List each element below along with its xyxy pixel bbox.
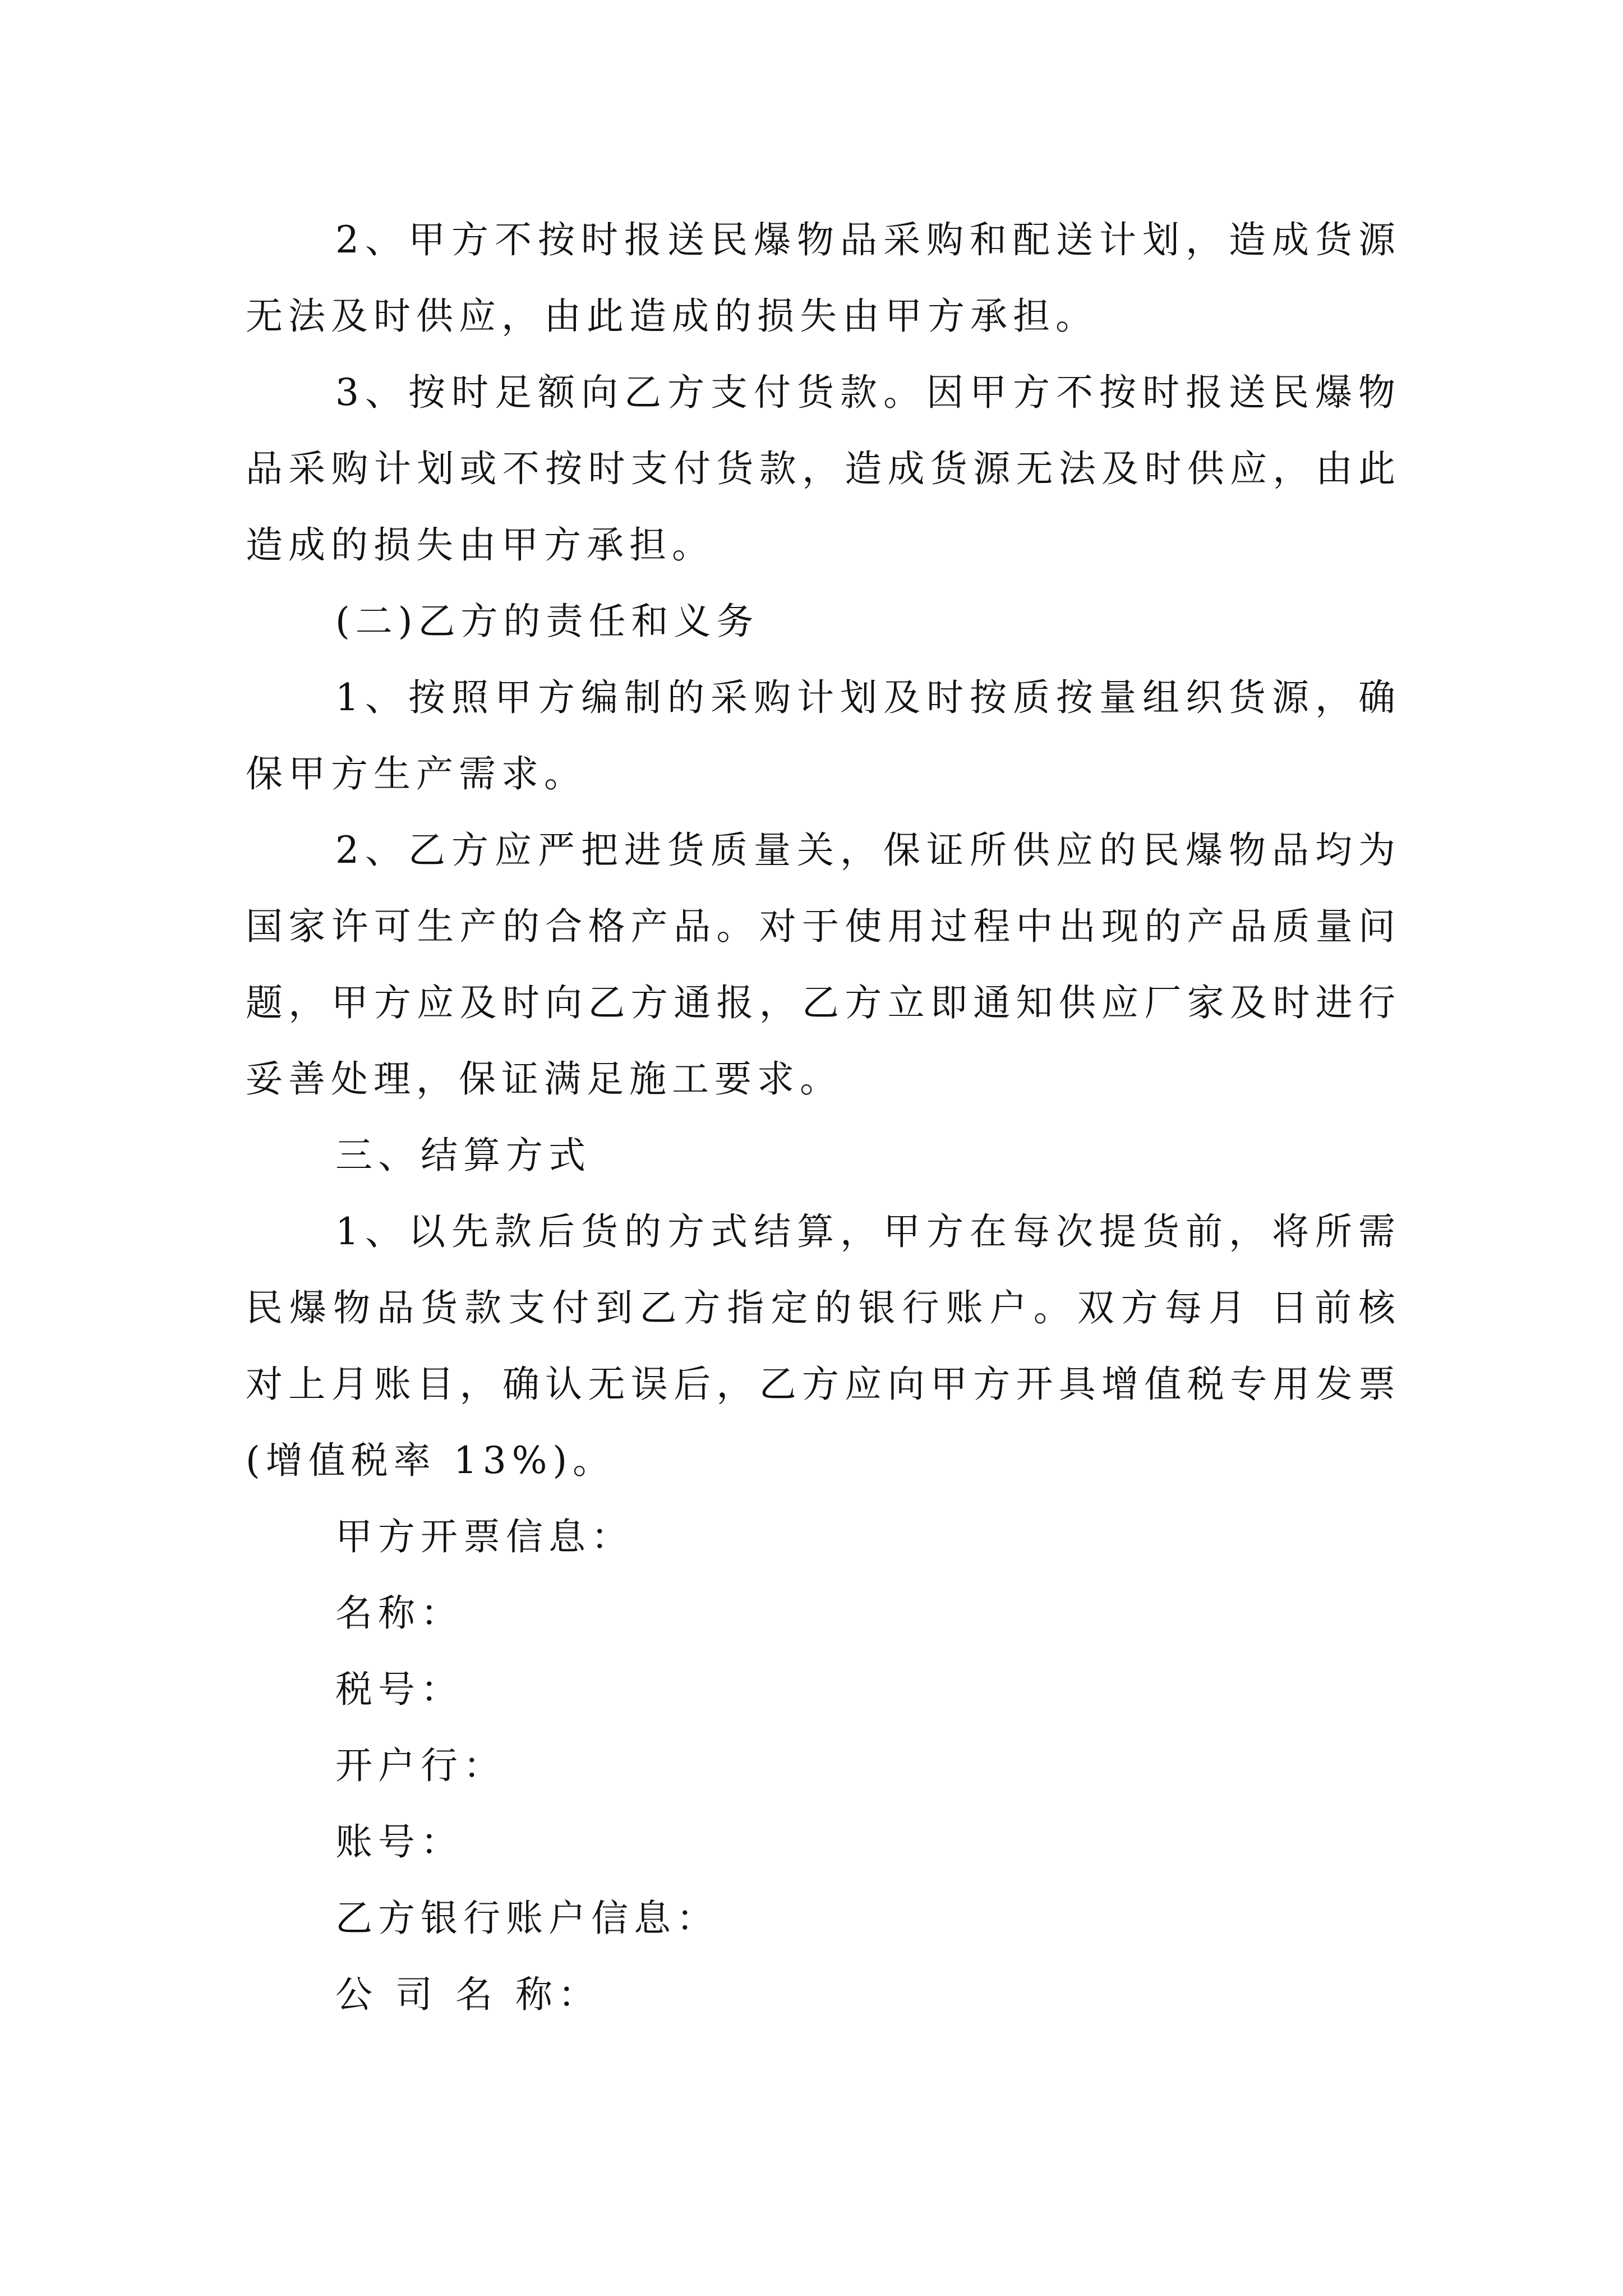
field-name-label: 名称：: [335, 1591, 463, 1635]
field-bank-label: 开户行：: [335, 1744, 506, 1787]
section-heading-settlement: 三、结算方式: [335, 1134, 591, 1177]
field-company-name-label: 公 司 名 称：: [335, 1973, 601, 2016]
paragraph-settlement-terms: 1、以先款后货的方式结算，甲方在每次提货前，将所需民爆物品货款支付到乙方指定的银行账户。双方每月 日前核对上月账目，确认无误后，乙方应向甲方开具增值税专用发票(增值税率 13%)。: [246, 1210, 1401, 1482]
paragraph-party-b-quality: 2、乙方应严把进货质量关，保证所供应的民爆物品均为国家许可生产的合格产品。对于使用过程中出现的产品质量问题，甲方应及时向乙方通报，乙方立即通知供应厂家及时进行妥善处理，保证满足施工要求。: [246, 829, 1401, 1101]
section-heading-party-b-duties: (二)乙方的责任和义务: [335, 600, 759, 643]
paragraph-party-a-delivery-plan: 2、甲方不按时报送民爆物品采购和配送计划，造成货源无法及时供应，由此造成的损失由甲方承担。: [246, 218, 1401, 338]
paragraph-party-a-payment: 3、按时足额向乙方支付货款。因甲方不按时报送民爆物品采购计划或不按时支付货款，造成货源无法及时供应，由此造成的损失由甲方承担。: [246, 371, 1401, 567]
paragraph-party-b-supply: 1、按照甲方编制的采购计划及时按质按量组织货源，确保甲方生产需求。: [246, 676, 1401, 795]
field-tax-number-label: 税号：: [335, 1668, 463, 1711]
party-b-bank-info-heading: 乙方银行账户信息：: [335, 1897, 719, 1940]
invoice-info-heading: 甲方开票信息：: [335, 1515, 634, 1558]
document-body: [246, 202, 1401, 2033]
field-account-label: 账号：: [335, 1820, 463, 1864]
